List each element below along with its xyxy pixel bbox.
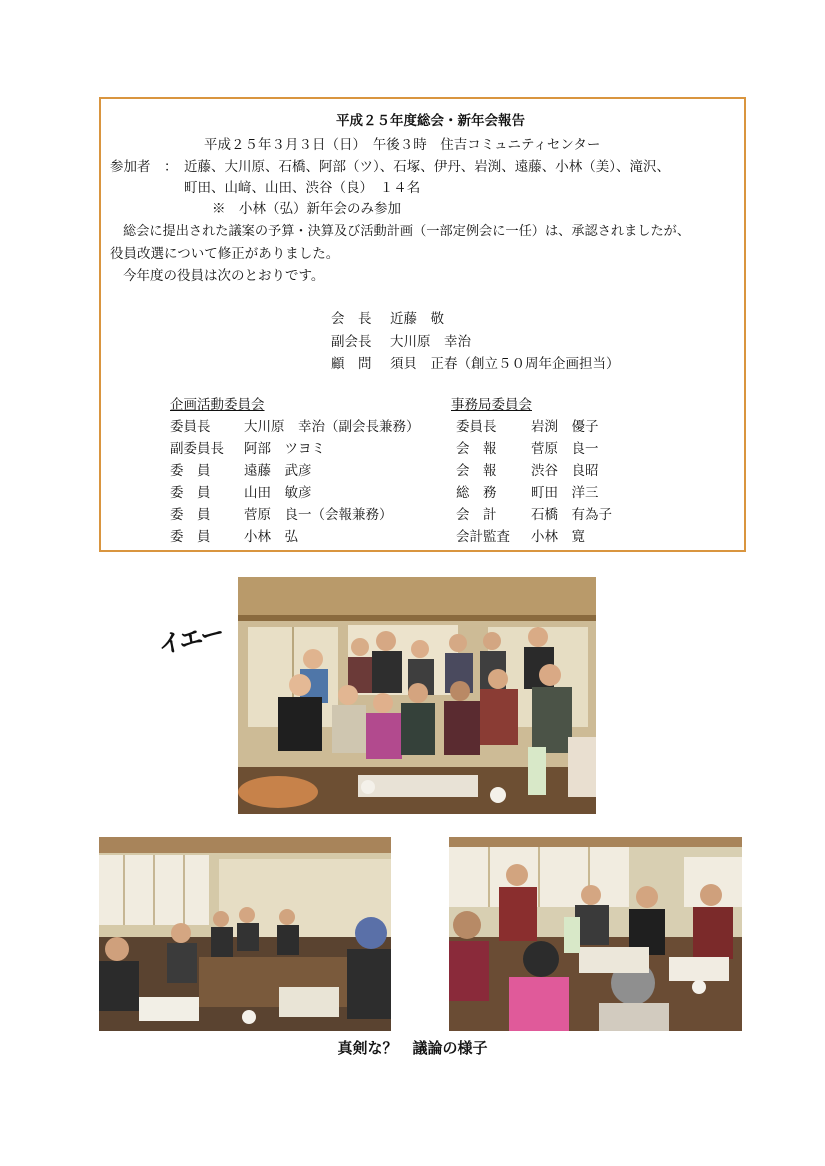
planning-committee-heading: 企画活動委員会 <box>170 397 265 413</box>
attendees-line-1: 近藤、大川原、石橋、阿部（ツ）、石塚、伊丹、岩渕、遠藤、小林（美）、滝沢、 <box>184 159 670 175</box>
member-role: 総 務 <box>456 485 497 501</box>
officer-role: 副会長 <box>331 334 372 350</box>
member-name: 小林 弘 <box>244 529 298 545</box>
member-name: 阿部 ツヨミ <box>244 441 325 457</box>
member-role: 委 員 <box>170 507 211 523</box>
member-name: 岩渕 優子 <box>531 419 599 435</box>
meeting-photo-right <box>449 837 742 1031</box>
attendees-line-2: 町田、山﨑、山田、渋谷（良） １４名 <box>184 180 421 196</box>
attendance-note: ※ 小林（弘）新年会のみ参加 <box>212 201 401 217</box>
body-line-2: 役員改選について修正がありました。 <box>110 246 340 262</box>
member-name: 石橋 有為子 <box>531 507 612 523</box>
member-role: 委 員 <box>170 529 211 545</box>
member-role: 会 計 <box>456 507 497 523</box>
group-photo <box>238 577 596 814</box>
report-title: 平成２５年度総会・新年会報告 <box>336 113 525 129</box>
member-name: 菅原 良一（会報兼務） <box>244 507 393 523</box>
member-name: 町田 洋三 <box>531 485 599 501</box>
member-name: 山田 敏彦 <box>244 485 312 501</box>
officer-name: 大川原 幸治 <box>390 334 471 350</box>
member-role: 委 員 <box>170 463 211 479</box>
photo-caption: 真剣な？ 議論の様子 <box>337 1039 488 1057</box>
officer-role: 会 長 <box>331 311 372 327</box>
member-role: 会 報 <box>456 441 497 457</box>
officer-role: 顧 問 <box>331 356 372 372</box>
attendees-label: 参加者 ： <box>110 159 178 175</box>
member-role: 委員長 <box>456 419 497 435</box>
report-date-line: 平成２５年３月３日（日） 午後３時 住吉コミュニティセンター <box>204 137 601 153</box>
member-name: 小林 寛 <box>531 529 585 545</box>
member-role: 副委員長 <box>170 441 224 457</box>
member-role: 委員長 <box>170 419 211 435</box>
member-name: 菅原 良一 <box>531 441 599 457</box>
member-role: 会計監査 <box>456 529 510 545</box>
member-role: 委 員 <box>170 485 211 501</box>
member-name: 渋谷 良昭 <box>531 463 599 479</box>
meeting-photo-left <box>99 837 391 1031</box>
body-line-3: 今年度の役員は次のとおりです。 <box>123 268 325 284</box>
member-name: 大川原 幸治（副会長兼務） <box>244 419 420 435</box>
officer-name: 須貝 正春（創立５０周年企画担当） <box>390 356 620 372</box>
officer-name: 近藤 敬 <box>390 311 444 327</box>
member-name: 遠藤 武彦 <box>244 463 312 479</box>
exclamation-label: イエー <box>155 618 226 660</box>
secretariat-committee-heading: 事務局委員会 <box>451 397 532 413</box>
body-line-1: 総会に提出された議案の予算・決算及び活動計画（一部定例会に一任）は、承認されましたが、 <box>123 224 691 239</box>
member-role: 会 報 <box>456 463 497 479</box>
